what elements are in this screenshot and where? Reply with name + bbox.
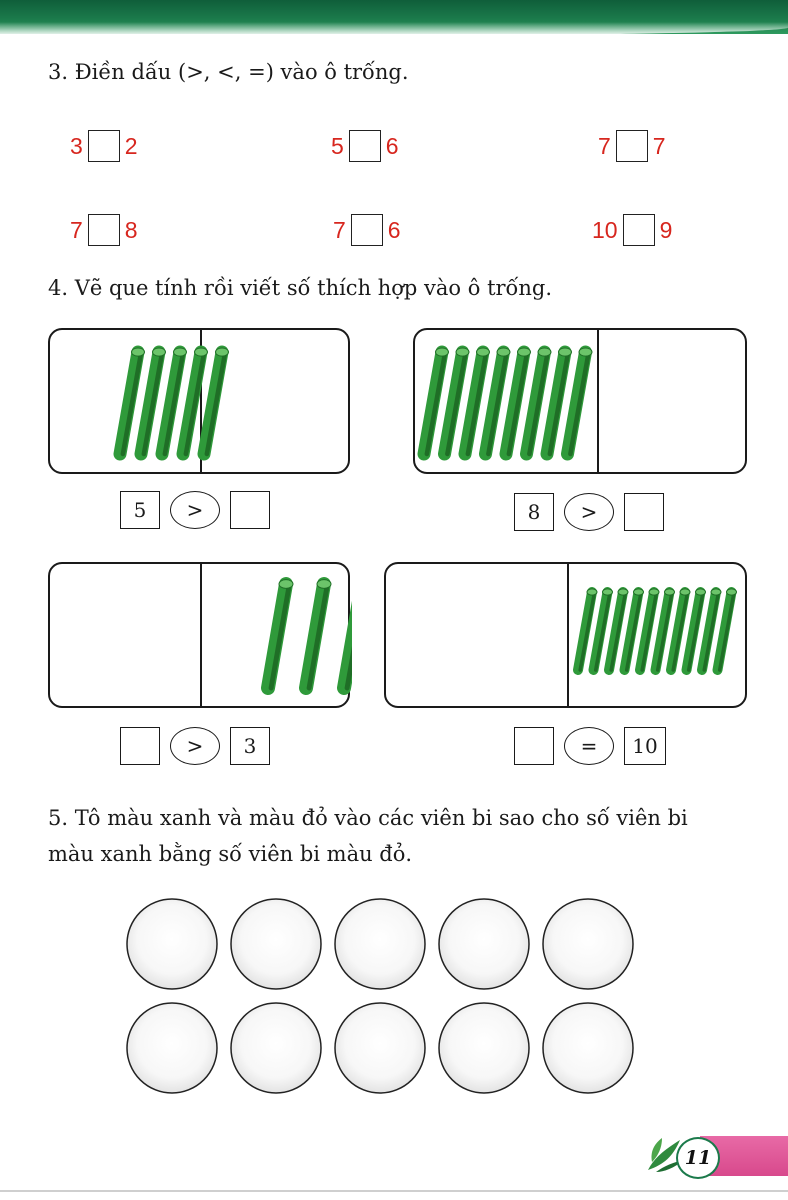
counting-stick xyxy=(344,580,352,688)
exercise-5-heading-line2: màu xanh bằng số viên bi màu đỏ. xyxy=(48,842,413,866)
stick-panel xyxy=(48,562,350,708)
marble[interactable] xyxy=(231,899,321,989)
marble[interactable] xyxy=(127,899,217,989)
compare-answer-box[interactable] xyxy=(88,214,120,246)
counting-stick xyxy=(718,589,737,670)
counting-stick xyxy=(568,348,593,454)
answer-row xyxy=(120,726,270,766)
compare-right-number: 6 xyxy=(387,216,401,243)
compare-item xyxy=(598,128,666,164)
compare-item xyxy=(592,212,672,248)
counting-stick xyxy=(204,348,229,454)
stick-panel xyxy=(413,328,747,474)
counting-stick xyxy=(306,580,331,688)
stick-panel xyxy=(48,328,350,474)
compare-right-number: 6 xyxy=(385,132,399,159)
answer-sign: > xyxy=(170,491,220,529)
answer-row xyxy=(120,490,270,530)
compare-item xyxy=(70,212,138,248)
exercise-4-heading: 4. Vẽ que tính rồi viết số thích hợp vào ô trống. xyxy=(48,276,553,300)
compare-left-number: 3 xyxy=(70,132,83,159)
answer-row xyxy=(514,726,666,766)
compare-left-number: 7 xyxy=(70,216,83,243)
exercise-5-heading-line1: 5. Tô màu xanh và màu đỏ vào các viên bi sao cho số viên bi xyxy=(48,806,688,830)
answer-right-box[interactable] xyxy=(624,493,664,531)
answer-left-box[interactable] xyxy=(514,727,554,765)
compare-item xyxy=(70,128,138,164)
marble-grid xyxy=(124,896,644,1096)
counting-sticks xyxy=(50,330,352,476)
marble[interactable] xyxy=(231,1003,321,1093)
compare-left-number: 5 xyxy=(331,132,344,159)
marble[interactable] xyxy=(127,1003,217,1093)
marble[interactable] xyxy=(335,899,425,989)
answer-sign: > xyxy=(170,727,220,765)
answer-right-box[interactable] xyxy=(230,491,270,529)
compare-item xyxy=(333,212,401,248)
marble[interactable] xyxy=(439,899,529,989)
marble[interactable] xyxy=(543,1003,633,1093)
answer-row xyxy=(514,492,664,532)
compare-right-number: 2 xyxy=(124,132,138,159)
page-bottom-edge xyxy=(0,1190,788,1192)
compare-answer-box[interactable] xyxy=(616,130,648,162)
compare-answer-box[interactable] xyxy=(349,130,381,162)
compare-right-number: 7 xyxy=(652,132,666,159)
answer-right-box[interactable]: 3 xyxy=(230,727,270,765)
compare-item xyxy=(331,128,399,164)
exercise-3-heading: 3. Điền dấu (>, <, =) vào ô trống. xyxy=(48,60,409,84)
compare-left-number: 10 xyxy=(592,216,618,243)
answer-right-box[interactable]: 10 xyxy=(624,727,666,765)
counting-sticks xyxy=(50,564,352,710)
compare-left-number: 7 xyxy=(598,132,611,159)
marble[interactable] xyxy=(335,1003,425,1093)
compare-answer-box[interactable] xyxy=(351,214,383,246)
answer-left-box[interactable]: 5 xyxy=(120,491,160,529)
stick-panel xyxy=(384,562,747,708)
counting-sticks xyxy=(386,564,749,710)
counting-sticks xyxy=(415,330,749,476)
answer-left-box[interactable]: 8 xyxy=(514,493,554,531)
answer-sign: > xyxy=(564,493,614,531)
compare-right-number: 9 xyxy=(659,216,673,243)
marble[interactable] xyxy=(439,1003,529,1093)
marble[interactable] xyxy=(543,899,633,989)
compare-right-number: 8 xyxy=(124,216,138,243)
compare-left-number: 7 xyxy=(333,216,346,243)
answer-left-box[interactable] xyxy=(120,727,160,765)
page-number: 11 xyxy=(676,1137,720,1179)
answer-sign: = xyxy=(564,727,614,765)
compare-answer-box[interactable] xyxy=(623,214,655,246)
counting-stick xyxy=(268,580,293,688)
compare-answer-box[interactable] xyxy=(88,130,120,162)
